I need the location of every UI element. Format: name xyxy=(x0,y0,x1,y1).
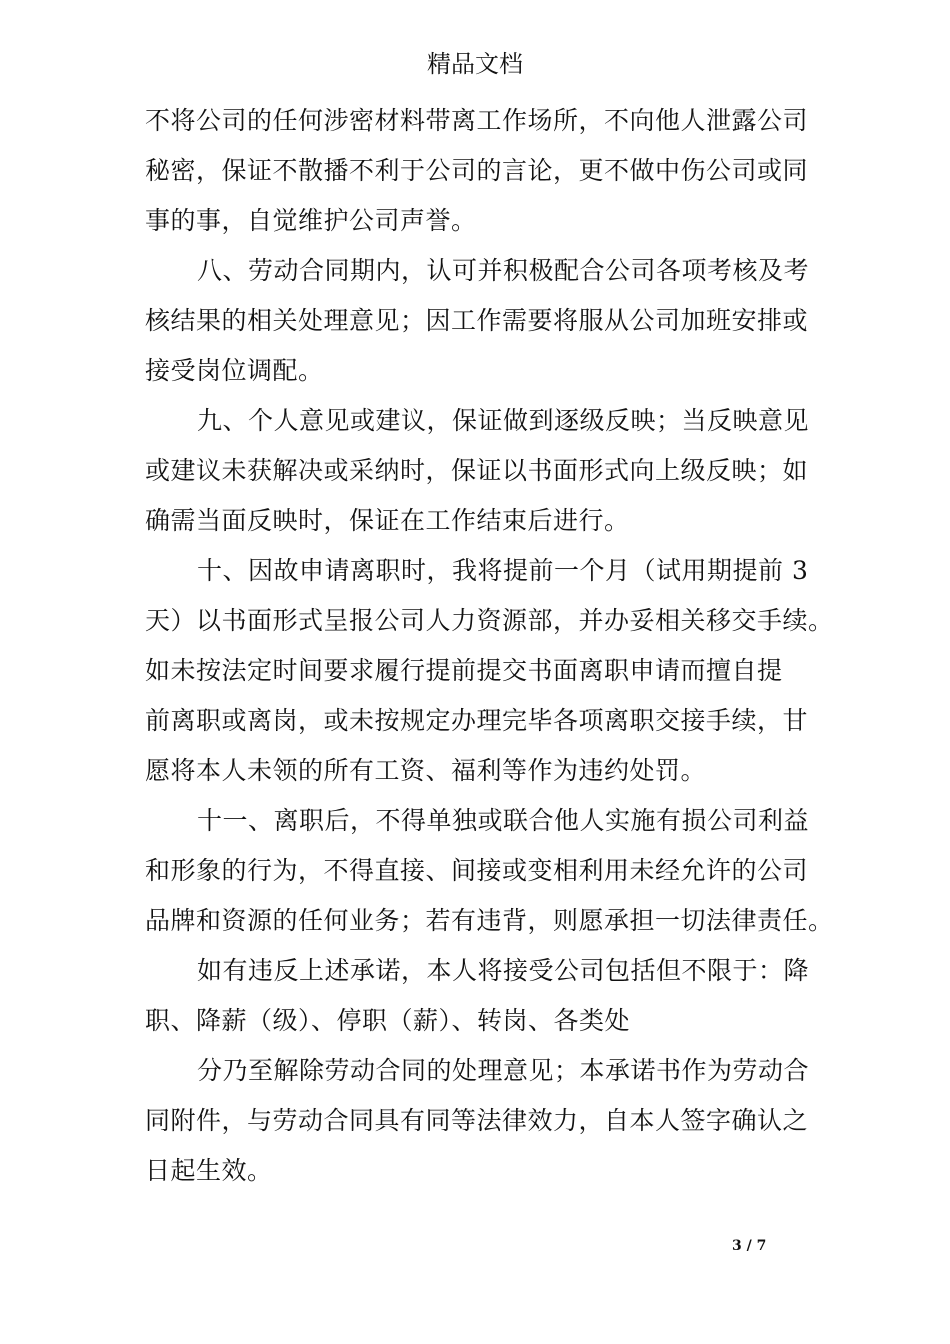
text-line: 前离职或离岗，或未按规定办理完毕各项离职交接手续，甘 xyxy=(145,706,809,735)
text-line: 分乃至解除劳动合同的处理意见；本承诺书作为劳动合 xyxy=(197,1056,810,1085)
text-line: 职、降薪（级）、停职（薪）、转岗、各类处 xyxy=(145,1006,631,1035)
text-line: 事的事，自觉维护公司声誉。 xyxy=(145,206,477,235)
page-header-title: 精品文档 xyxy=(427,50,523,78)
document-body xyxy=(145,96,834,1196)
paragraph xyxy=(145,1046,810,1196)
paragraph xyxy=(145,546,834,796)
text-line: 如有违反上述承诺，本人将接受公司包括但不限于：降 xyxy=(197,956,810,985)
paragraph xyxy=(145,946,810,1046)
text-line: 同附件，与劳动合同具有同等法律效力，自本人签字确认之 xyxy=(145,1106,809,1135)
text-line: 确需当面反映时，保证在工作结束后进行。 xyxy=(145,506,630,535)
text-line: 或建议未获解决或采纳时，保证以书面形式向上级反映；如 xyxy=(145,456,809,485)
text-line: 十、因故申请离职时，我将提前一个月（试用期提前 3 xyxy=(197,556,809,585)
text-line: 八、劳动合同期内，认可并积极配合公司各项考核及考 xyxy=(197,256,810,285)
paragraph xyxy=(145,246,810,396)
text-line: 十一、离职后，不得单独或联合他人实施有损公司利益 xyxy=(197,806,810,835)
text-line: 核结果的相关处理意见；因工作需要将服从公司加班安排或 xyxy=(145,306,809,335)
paragraph xyxy=(145,96,807,246)
text-line: 天）以书面形式呈报公司人力资源部，并办妥相关移交手续。 xyxy=(145,606,834,635)
text-line: 日起生效。 xyxy=(145,1156,273,1185)
text-line: 和形象的行为，不得直接、间接或变相利用未经允许的公司 xyxy=(145,856,809,885)
paragraph xyxy=(145,796,834,946)
text-line: 秘密，保证不散播不利于公司的言论，更不做中伤公司或同 xyxy=(145,156,809,185)
text-line: 如未按法定时间要求履行提前提交书面离职申请而擅自提 xyxy=(145,656,783,685)
text-line: 接受岗位调配。 xyxy=(145,356,324,385)
text-line: 不将公司的任何涉密材料带离工作场所，不向他人泄露公司 xyxy=(145,106,809,135)
paragraph xyxy=(145,396,810,546)
text-line: 愿将本人未领的所有工资、福利等作为违约处罚。 xyxy=(145,756,707,785)
text-line: 九、个人意见或建议，保证做到逐级反映；当反映意见 xyxy=(197,406,810,435)
text-line: 品牌和资源的任何业务；若有违背，则愿承担一切法律责任。 xyxy=(145,906,834,935)
page-number: 3 / 7 xyxy=(732,1238,767,1254)
